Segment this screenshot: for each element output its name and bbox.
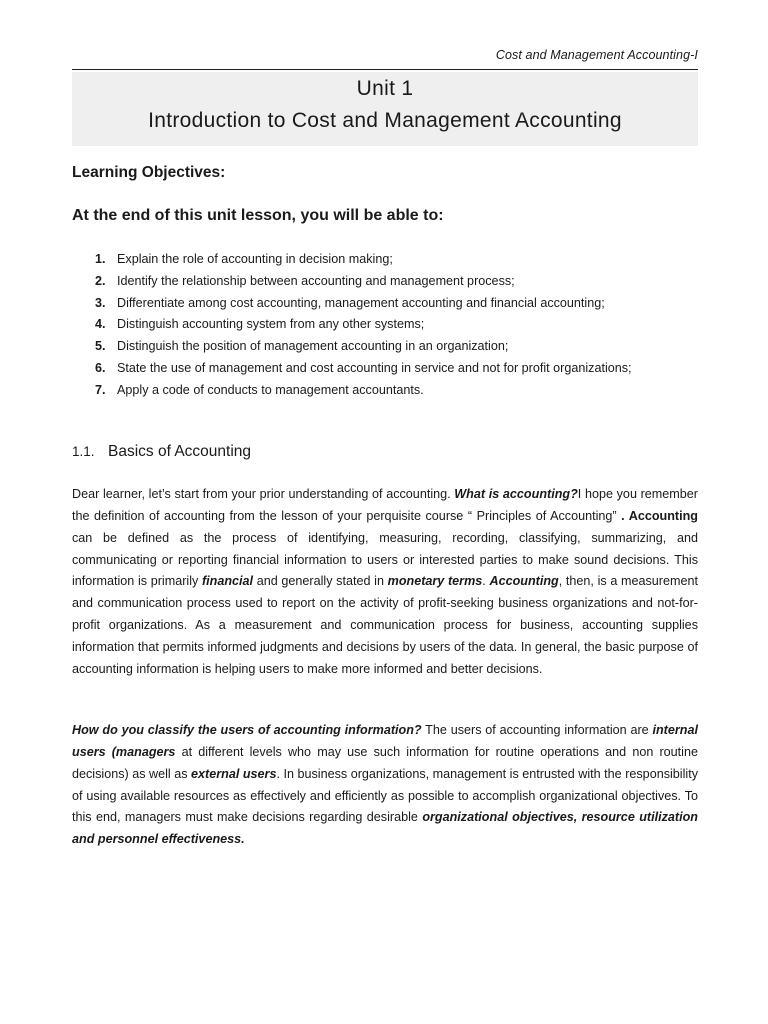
emphasis-question: How do you classify the users of accounting information? — [72, 723, 422, 737]
list-number: 5. — [95, 339, 106, 354]
list-item — [72, 380, 698, 402]
list-number: 1. — [95, 252, 106, 266]
text-run: . — [621, 508, 625, 523]
list-item — [72, 293, 698, 315]
text-run: can be defined as the process of identifying, measuring, recording, classifying, summarizing, and communicating or reporting financial information to users or interested parties to make sound decisions. This information is primarily — [72, 530, 698, 589]
list-number: 6. — [95, 360, 106, 375]
text-run: . — [482, 574, 490, 589]
text-run: The users of accounting information are — [421, 723, 653, 737]
text-run: Dear learner, let’s start from your prior understanding of accounting. — [72, 487, 455, 501]
list-number: 2. — [95, 273, 106, 288]
list-text: Explain the role of accounting in decision making; — [117, 252, 393, 266]
list-item — [72, 314, 698, 336]
text-run: and generally stated in — [253, 574, 388, 589]
emphasis-term: external users — [191, 766, 277, 781]
emphasis-term: organizational objectives, resource utilization and personnel effectiveness. — [72, 810, 698, 847]
list-text: State the use of management and cost accounting in service and not for profit organizations; — [117, 360, 632, 375]
emphasis-question: What is accounting? — [454, 487, 578, 501]
emphasis-term: internal users (managers — [72, 723, 698, 759]
list-number: 4. — [95, 317, 106, 332]
list-text: Identify the relationship between accounting and management process; — [117, 273, 515, 288]
section-heading — [72, 443, 251, 461]
list-item — [72, 336, 698, 358]
text-run: , then, is a measurement and communication process used to report on the activity of profit-seeking business organizations and not-for-profit organizations. As a measurement and communication process for business, accounting supplies information that permits informed judgments and decisions by users of the data. In general, the basic purpose of accounting information is helping users to make more informed and better decisions. — [72, 574, 698, 676]
unit-title: Introduction to Cost and Management Accounting — [148, 109, 622, 132]
emphasis-term: Accounting — [624, 508, 698, 523]
text-run: I hope you remember the definition of accounting from the lesson of your perquisite course “ Principles of Accounting” — [72, 487, 698, 523]
list-item — [72, 271, 698, 293]
emphasis-term: financial — [201, 574, 254, 589]
list-text: Differentiate among cost accounting, management accounting and financial accounting; — [117, 295, 605, 310]
list-text: Distinguish the position of management accounting in an organization; — [117, 339, 509, 354]
list-text: Apply a code of conducts to management accountants. — [117, 382, 424, 397]
list-text: Distinguish accounting system from any other systems; — [117, 317, 425, 332]
learning-objectives-intro: At the end of this unit lesson, you will be able to: — [72, 207, 444, 224]
list-number: 7. — [95, 382, 106, 397]
paragraph-users-of-accounting — [72, 720, 698, 851]
list-number: 3. — [95, 295, 106, 310]
running-header: Cost and Management Accounting-I — [495, 48, 698, 62]
section-title: Basics of Accounting — [108, 443, 252, 460]
list-item — [72, 358, 698, 380]
list-item — [72, 249, 698, 271]
section-number: 1.1. — [72, 444, 95, 459]
emphasis-term: monetary terms — [387, 574, 483, 589]
paragraph-accounting-definition — [72, 484, 698, 681]
unit-number: Unit 1 — [356, 77, 414, 100]
learning-objectives-heading: Learning Objectives: — [72, 164, 226, 181]
text-run: at different levels who may use such information for routine operations and non routine decisions) as well as — [72, 744, 698, 781]
header-rule — [72, 69, 698, 70]
emphasis-term: Accounting — [489, 574, 559, 589]
objectives-list — [72, 249, 698, 402]
text-run: . In business organizations, management is entrusted with the responsibility of using available resources as effectively and efficiently as possible to accomplish organizational objectives. To this end, managers must make decisions regarding desirable — [72, 766, 698, 825]
unit-title-box — [72, 72, 698, 146]
